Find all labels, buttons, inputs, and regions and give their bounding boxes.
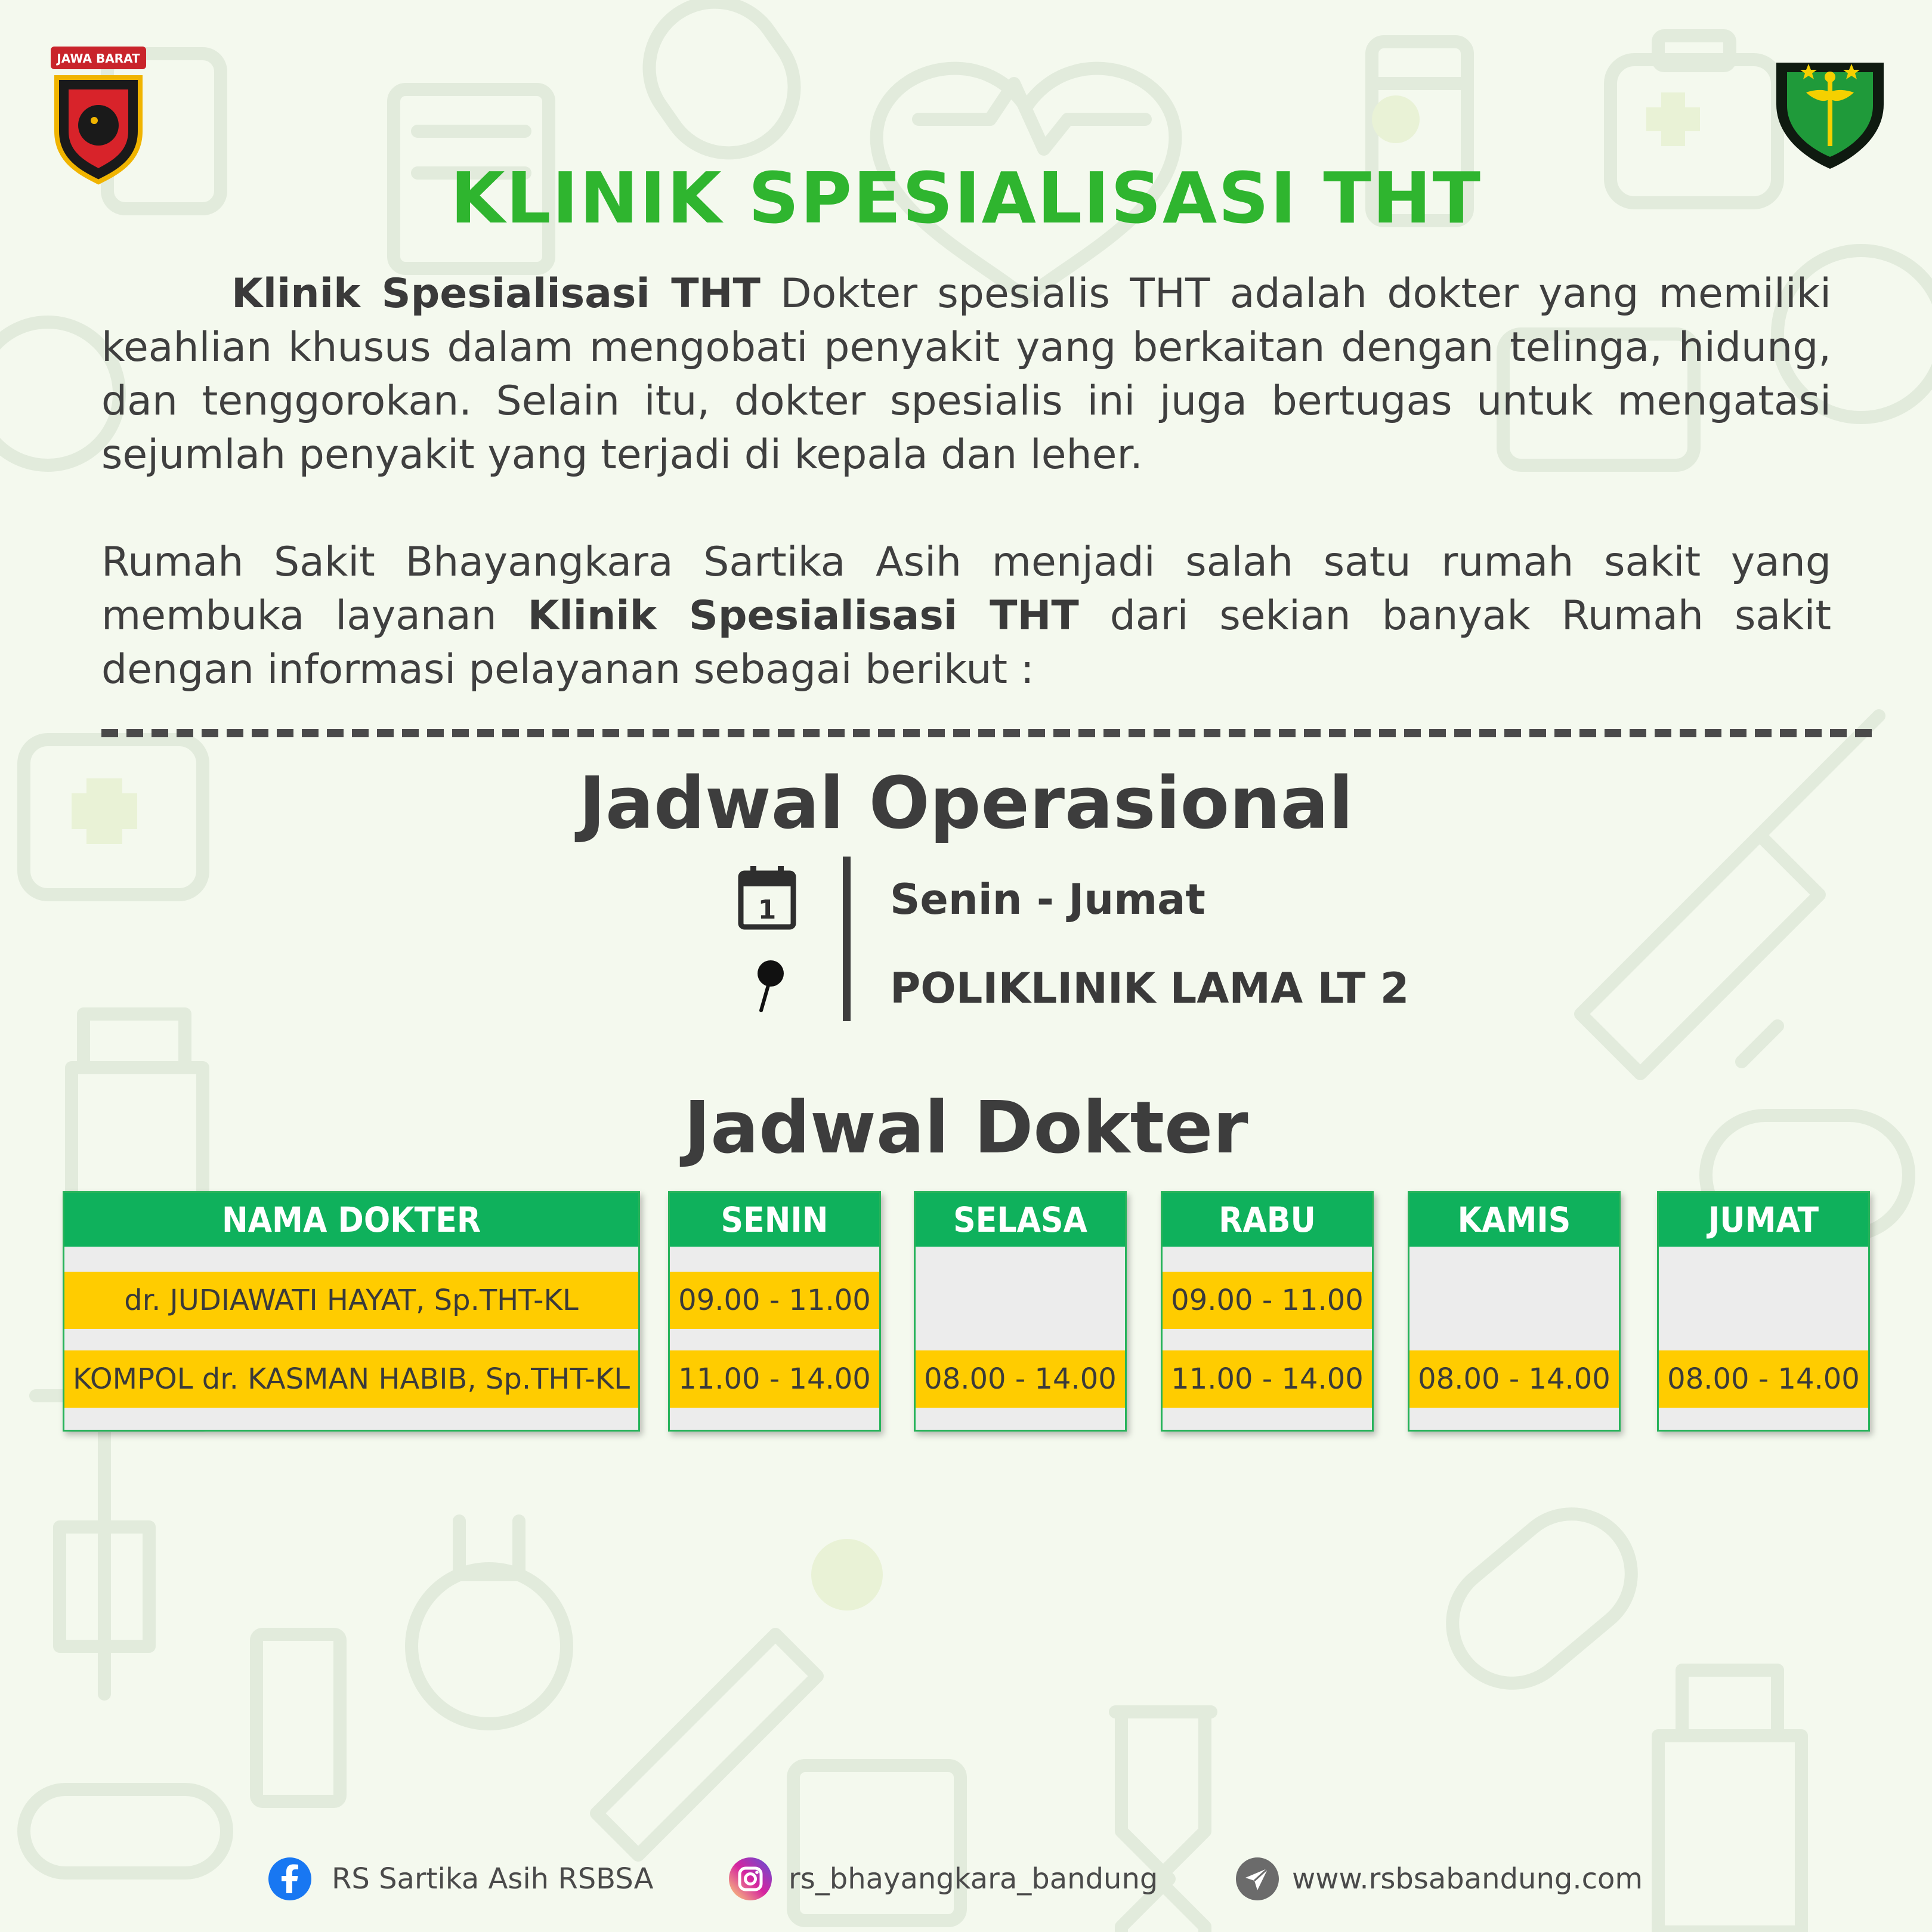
table-cell: KOMPOL dr. KASMAN HABIB, Sp.THT-KL [64, 1350, 638, 1408]
operational-schedule-title: Jadwal Operasional [579, 762, 1353, 845]
column-header: NAMA DOKTER [64, 1193, 638, 1247]
schedule-column-kamis [1408, 1191, 1621, 1432]
row-spacer [1409, 1329, 1619, 1350]
table-cell: 08.00 - 14.00 [1659, 1350, 1868, 1408]
intro-paragraph-1 [101, 267, 1831, 482]
row-spacer [64, 1247, 638, 1272]
intro-text-2a: Rumah Sakit Bhayangkara Sartika Asih menjadi salah satu rumah sakit yang membuka layanan [101, 539, 1831, 639]
row-spacer [1659, 1408, 1868, 1430]
intro-paragraph-2 [101, 536, 1831, 697]
row-spacer [1163, 1247, 1372, 1272]
row-spacer [1163, 1329, 1372, 1350]
row-spacer [64, 1329, 638, 1350]
table-cell: dr. JUDIAWATI HAYAT, Sp.THT-KL [64, 1272, 638, 1329]
row-spacer [670, 1329, 879, 1350]
schedule-column-rabu [1161, 1191, 1374, 1432]
intro-text-1: Dokter spesialis THT adalah dokter yang memiliki keahlian khusus dalam mengobati penyakit yang berkaitan dengan telinga, hidung, dan tenggorokan. Selain itu, dokter spesialis ini juga bertugas untuk mengatasi sejumlah penyakit yang terjadi di kepala dan leher. [101, 270, 1832, 478]
calendar-icon [737, 865, 797, 931]
column-header: KAMIS [1409, 1193, 1619, 1247]
table-cell: 11.00 - 14.00 [1163, 1350, 1372, 1408]
facebook-icon[interactable] [267, 1856, 313, 1902]
row-spacer [916, 1408, 1125, 1430]
row-spacer [670, 1408, 879, 1430]
row-spacer [1409, 1247, 1619, 1272]
schedule-column-doctor-name [63, 1191, 640, 1432]
operational-days: Senin - Jumat [890, 875, 1205, 924]
row-spacer [670, 1247, 879, 1272]
schedule-column-jumat [1657, 1191, 1870, 1432]
table-cell: 09.00 - 11.00 [1163, 1272, 1372, 1329]
table-cell: 08.00 - 14.00 [1409, 1350, 1619, 1408]
badge-text: JAWA BARAT [57, 51, 140, 66]
row-spacer [916, 1329, 1125, 1350]
calendar-day-number: 1 [758, 895, 777, 925]
table-cell [1409, 1272, 1619, 1329]
schedule-column-selasa [914, 1191, 1127, 1432]
send-icon[interactable] [1235, 1856, 1280, 1902]
operational-separator [843, 857, 851, 1021]
website-link[interactable]: www.rsbsabandung.com [1292, 1862, 1643, 1896]
row-spacer [1163, 1408, 1372, 1430]
map-pin-icon [750, 959, 786, 1013]
schedule-column-senin [668, 1191, 881, 1432]
facebook-link[interactable]: RS Sartika Asih RSBSA [332, 1862, 654, 1896]
table-cell: 08.00 - 14.00 [916, 1350, 1125, 1408]
row-spacer [1409, 1408, 1619, 1430]
dashed-divider [101, 729, 1872, 737]
operational-location: POLIKLINIK LAMA LT 2 [890, 964, 1409, 1013]
page-title: KLINIK SPESIALISASI THT [450, 157, 1482, 239]
intro-text-2b: dari sekian banyak Rumah sakit dengan informasi pelayanan sebagai berikut : [101, 592, 1831, 693]
intro-bold-clinic-name-2: Klinik Spesialisasi THT [527, 592, 1079, 639]
row-spacer [1659, 1329, 1868, 1350]
doctor-schedule-title: Jadwal Dokter [684, 1087, 1248, 1170]
table-cell: 11.00 - 14.00 [670, 1350, 879, 1408]
row-spacer [64, 1408, 638, 1430]
column-header: SENIN [670, 1193, 879, 1247]
row-spacer [916, 1247, 1125, 1272]
column-header: RABU [1163, 1193, 1372, 1247]
medical-shield-logo [1770, 51, 1890, 170]
row-spacer [1659, 1247, 1868, 1272]
instagram-icon[interactable] [728, 1856, 773, 1902]
table-cell [916, 1272, 1125, 1329]
table-cell [1659, 1272, 1868, 1329]
column-header: SELASA [916, 1193, 1125, 1247]
intro-bold-clinic-name: Klinik Spesialisasi THT [231, 270, 761, 317]
table-cell: 09.00 - 11.00 [670, 1272, 879, 1329]
instagram-link[interactable]: rs_bhayangkara_bandung [789, 1862, 1158, 1896]
column-header: JUMAT [1659, 1193, 1868, 1247]
